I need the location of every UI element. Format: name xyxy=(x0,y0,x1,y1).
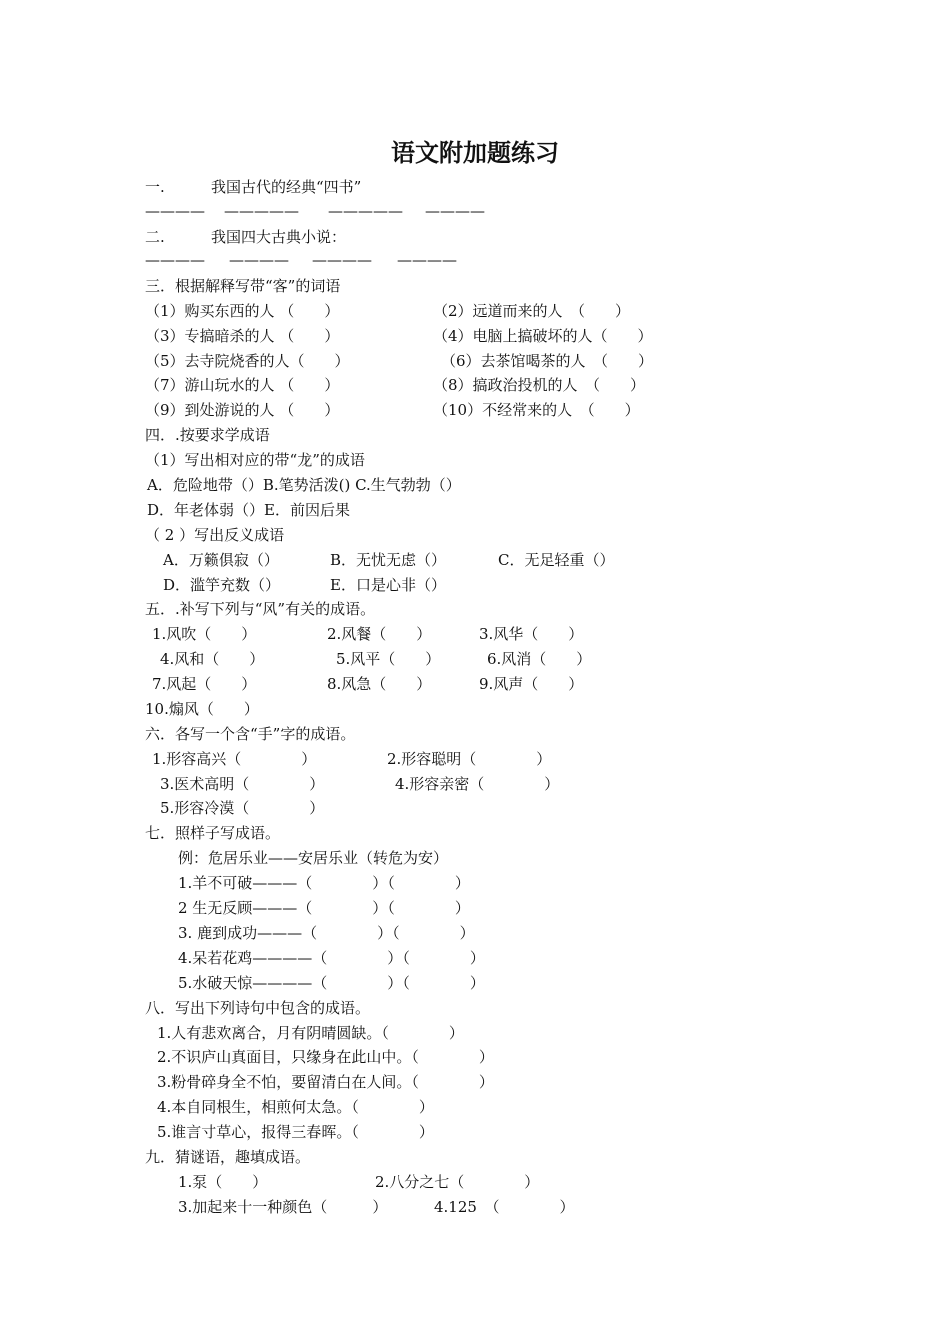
s3-item-4[interactable]: （4）电脑上搞破坏的人（ ） xyxy=(433,327,653,345)
s5-item-1[interactable]: 1.风吹（ ） xyxy=(152,625,257,643)
s6-heading: 六．各写一个含“手”字的成语。 xyxy=(145,725,356,743)
s9-item-3[interactable]: 3.加起来十一种颜色（ ） xyxy=(178,1198,388,1216)
s7-example: 例：危居乐业——安居乐业（转危为安） xyxy=(178,849,449,867)
s7-item-4[interactable]: 4.呆若花鸡————（ ）（ ） xyxy=(178,949,485,967)
s6-item-1[interactable]: 1.形容高兴（ ） xyxy=(152,750,317,768)
s5-item-10[interactable]: 10.煽风（ ） xyxy=(145,700,259,718)
s5-item-8[interactable]: 8.风急（ ） xyxy=(327,675,432,693)
s9-item-1[interactable]: 1.泵（ ） xyxy=(178,1173,268,1191)
s9-item-4[interactable]: 4.125 （ ） xyxy=(434,1198,575,1216)
s3-item-3[interactable]: （3）专搞暗杀的人 （ ） xyxy=(145,327,340,345)
s4-sub2-item-c[interactable]: C．无足轻重（） xyxy=(498,551,615,569)
s1-blank-3[interactable]: ————— xyxy=(328,202,403,220)
s4-sub2: （ 2 ）写出反义成语 xyxy=(145,526,285,544)
s7-item-2[interactable]: 2 生无反顾———（ ）（ ） xyxy=(178,899,470,917)
s2-num: 二. xyxy=(145,228,165,246)
s5-heading: 五．.补写下列与“风”有关的成语。 xyxy=(145,600,376,618)
s2-text: 我国四大古典小说： xyxy=(211,228,347,246)
s6-item-4[interactable]: 4.形容亲密（ ） xyxy=(395,775,560,793)
s3-heading: 三．根据解释写带“客”的词语 xyxy=(145,277,341,295)
s1-blank-4[interactable]: ———— xyxy=(425,202,485,220)
s8-item-2[interactable]: 2.不识庐山真面目，只缘身在此山中。（ ） xyxy=(157,1048,494,1066)
page-title: 语文附加题练习 xyxy=(391,139,559,167)
s4-sub1: （1）写出相对应的带“龙”的成语 xyxy=(145,451,365,469)
s3-item-2[interactable]: （2）远道而来的人 （ ） xyxy=(433,302,631,320)
s2-blank-4[interactable]: ———— xyxy=(397,251,457,269)
s4-sub1-line-b[interactable]: D．年老体弱（）E．前因后果 xyxy=(147,501,350,519)
s5-item-6[interactable]: 6.风消（ ） xyxy=(487,650,592,668)
s3-item-8[interactable]: （8）搞政治投机的人 （ ） xyxy=(433,376,646,394)
s2-blank-1[interactable]: ———— xyxy=(145,251,205,269)
s9-heading: 九．猜谜语，趣填成语。 xyxy=(145,1148,311,1166)
s4-sub1-line-a[interactable]: A．危险地带（）B.笔势活泼() C.生气勃勃（） xyxy=(147,476,461,494)
s8-item-3[interactable]: 3.粉骨碎身全不怕，要留清白在人间。（ ） xyxy=(157,1073,494,1091)
s3-item-9[interactable]: （9）到处游说的人 （ ） xyxy=(145,401,340,419)
s8-item-5[interactable]: 5.谁言寸草心，报得三春晖。（ ） xyxy=(157,1123,434,1141)
s8-item-1[interactable]: 1.人有悲欢离合，月有阴晴圆缺。（ ） xyxy=(157,1024,464,1042)
s6-item-2[interactable]: 2.形容聪明（ ） xyxy=(387,750,552,768)
s3-item-7[interactable]: （7）游山玩水的人 （ ） xyxy=(145,376,340,394)
s5-item-9[interactable]: 9.风声（ ） xyxy=(479,675,584,693)
s5-item-5[interactable]: 5.风平（ ） xyxy=(336,650,441,668)
s3-item-5[interactable]: （5）去寺院烧香的人（ ） xyxy=(145,352,350,370)
s5-item-3[interactable]: 3.风华（ ） xyxy=(479,625,584,643)
s7-item-3[interactable]: 3. 鹿到成功———（ ）（ ） xyxy=(178,924,475,942)
s5-item-4[interactable]: 4.风和（ ） xyxy=(160,650,265,668)
s9-item-2[interactable]: 2.八分之七（ ） xyxy=(375,1173,540,1191)
s5-item-2[interactable]: 2.风餐（ ） xyxy=(327,625,432,643)
s3-item-10[interactable]: （10）不经常来的人 （ ） xyxy=(433,401,640,419)
s7-heading: 七．照样子写成语。 xyxy=(145,824,281,842)
s4-sub2-item-a[interactable]: A．万籁俱寂（） xyxy=(163,551,279,569)
s4-sub2-item-e[interactable]: E．口是心非（） xyxy=(330,576,446,594)
s7-item-5[interactable]: 5.水破天惊————（ ）（ ） xyxy=(178,974,485,992)
s1-blank-2[interactable]: ————— xyxy=(224,202,299,220)
s3-item-6[interactable]: （6）去茶馆喝茶的人 （ ） xyxy=(441,352,654,370)
s2-blank-2[interactable]: ———— xyxy=(229,251,289,269)
s2-blank-3[interactable]: ———— xyxy=(312,251,372,269)
s6-item-3[interactable]: 3.医术高明（ ） xyxy=(160,775,325,793)
s8-item-4[interactable]: 4.本自同根生，相煎何太急。（ ） xyxy=(157,1098,434,1116)
s1-num: 一. xyxy=(145,178,165,196)
s7-item-1[interactable]: 1.羊不可破———（ ）（ ） xyxy=(178,874,470,892)
s1-blank-1[interactable]: ———— xyxy=(145,202,205,220)
s4-sub2-item-d[interactable]: D．滥竽充数（） xyxy=(163,576,281,594)
s1-text: 我国古代的经典“四书” xyxy=(211,178,362,196)
s6-item-5[interactable]: 5.形容冷漠（ ） xyxy=(160,799,325,817)
s5-item-7[interactable]: 7.风起（ ） xyxy=(152,675,257,693)
s4-sub2-item-b[interactable]: B．无忧无虑（） xyxy=(330,551,447,569)
s3-item-1[interactable]: （1）购买东西的人 （ ） xyxy=(145,302,340,320)
s8-heading: 八．写出下列诗句中包含的成语。 xyxy=(145,999,371,1017)
s4-heading: 四．.按要求学成语 xyxy=(145,426,270,444)
